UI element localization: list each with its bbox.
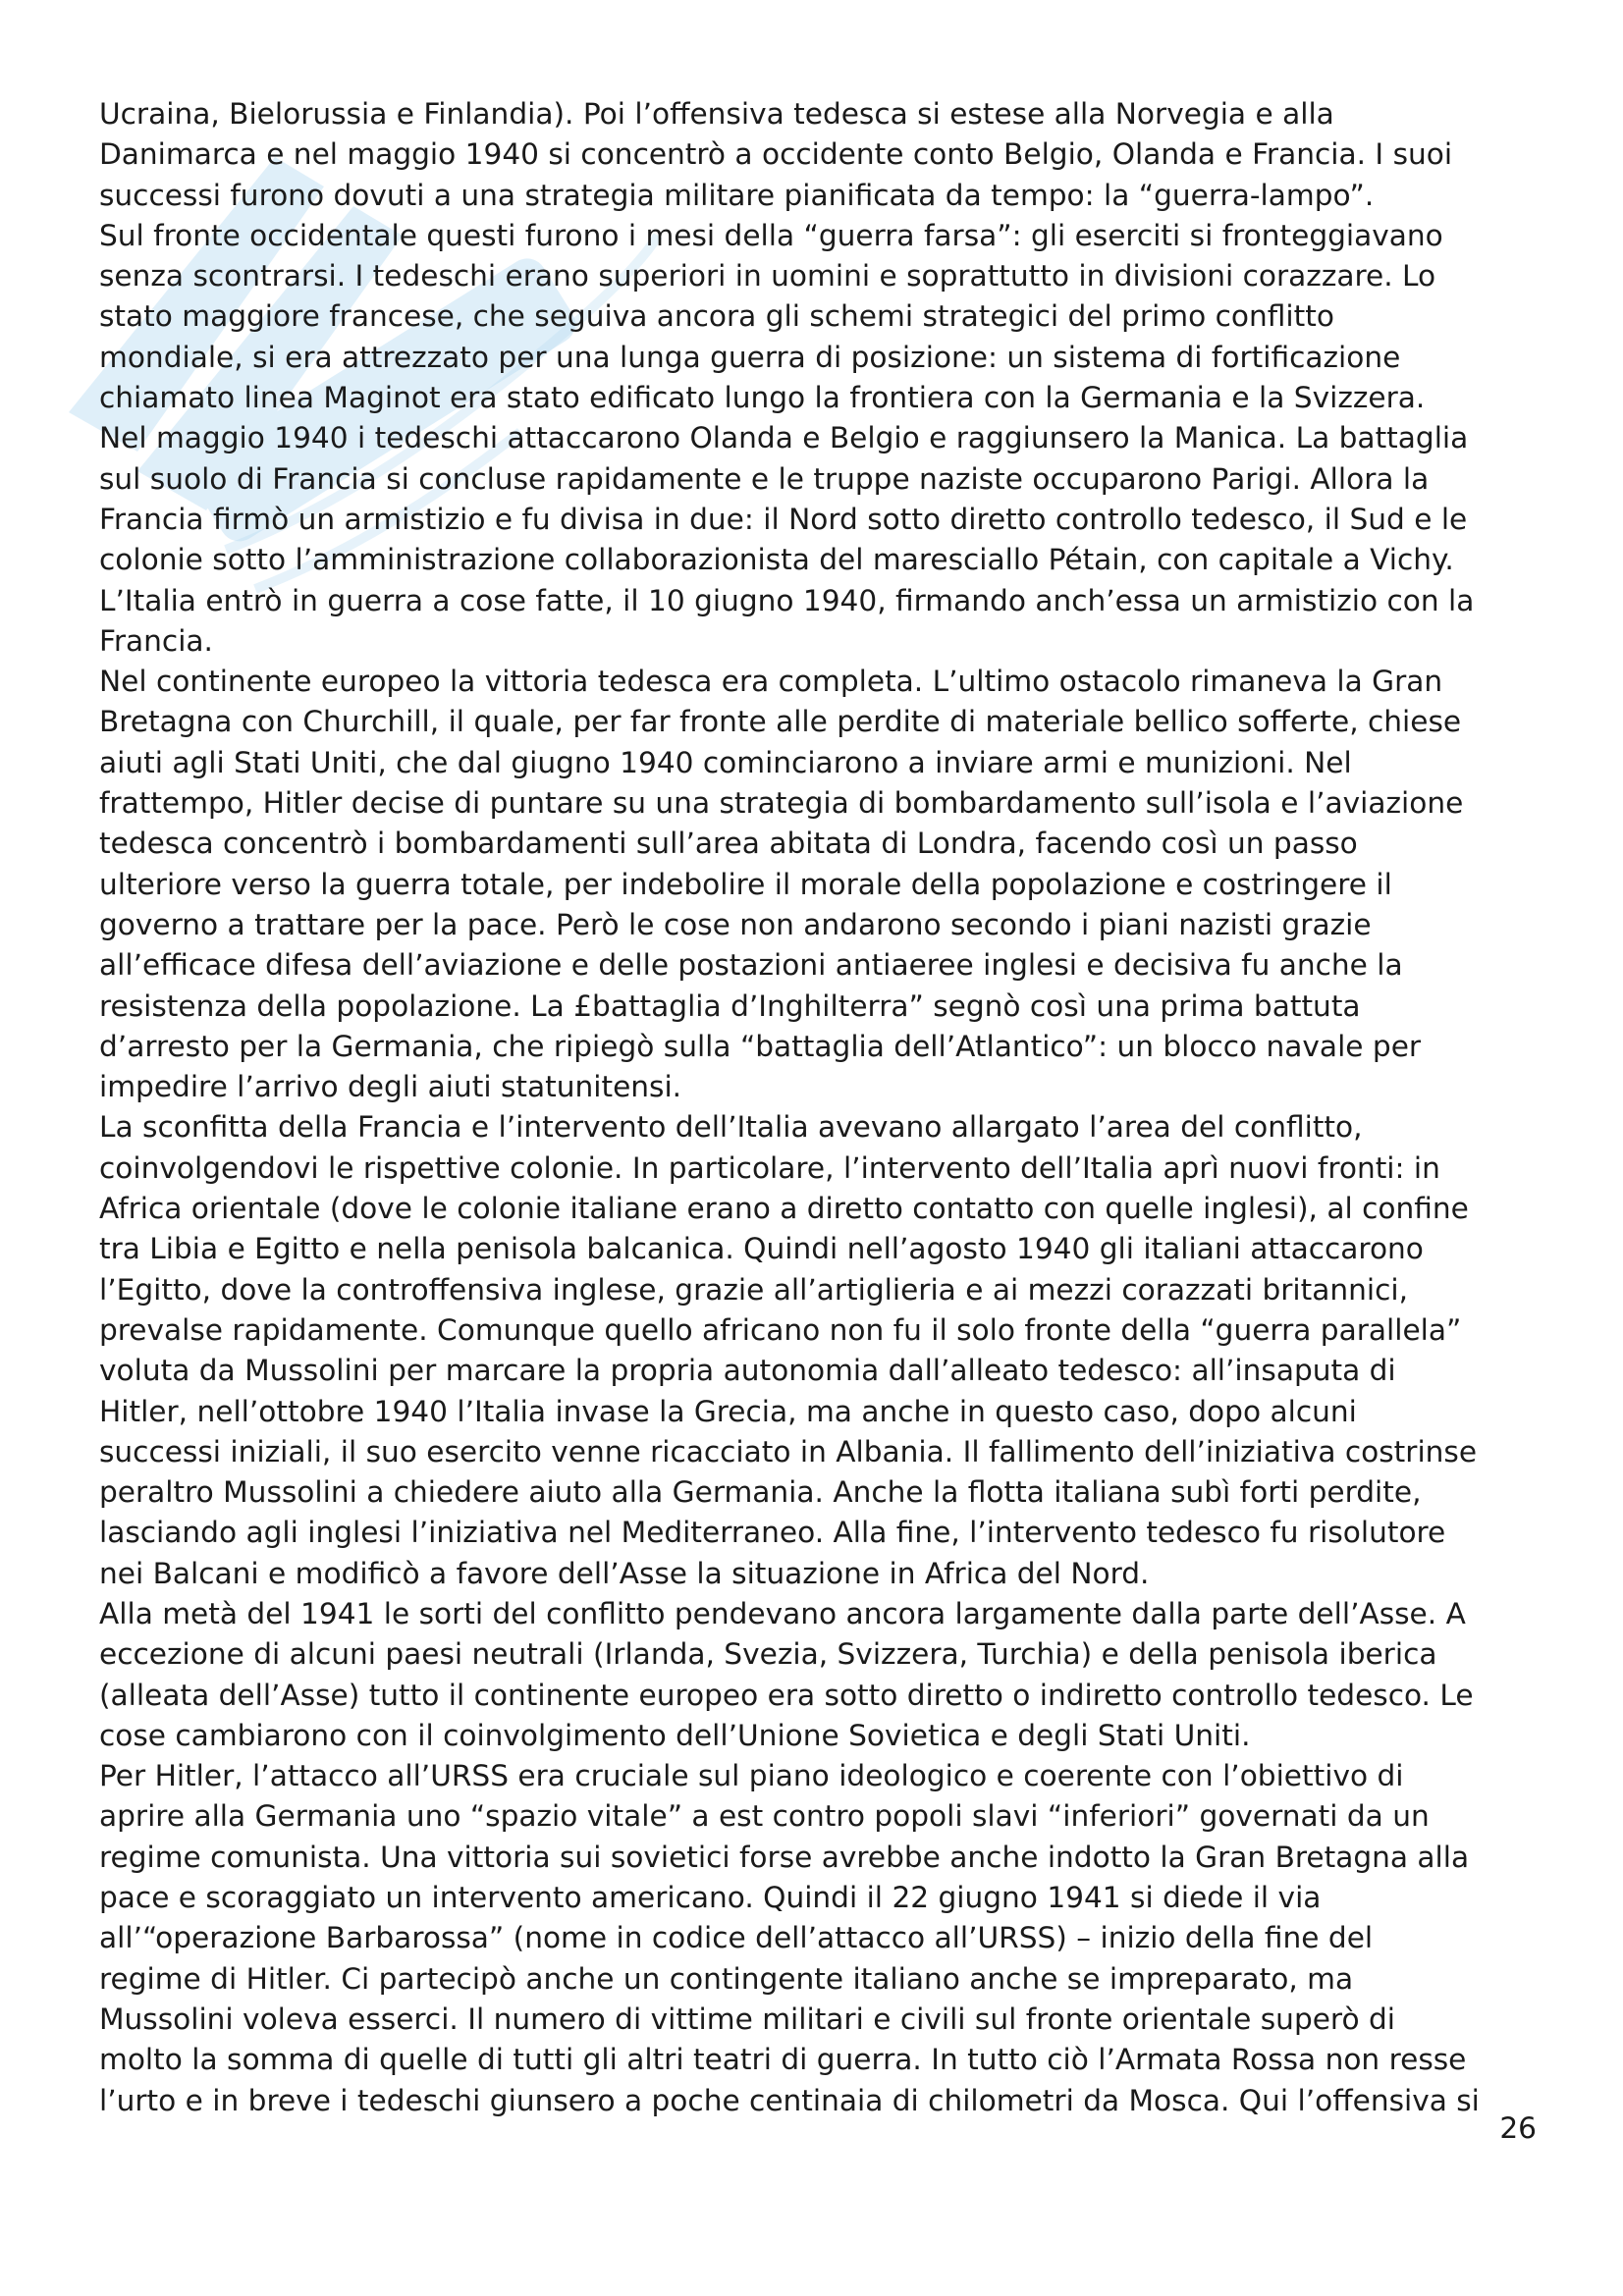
text-line: Mussolini voleva esserci. Il numero di vittime militari e civili sul fronte orientale superò di [99,2002,1395,2036]
text-line: regime comunista. Una vittoria sui sovietici forse avrebbe anche indotto la Gran Bretagna alla [99,1840,1470,1874]
text-line: lasciando agli inglesi l’iniziativa nel Mediterraneo. Alla fine, l’intervento tedesco fu risolutore [99,1516,1446,1550]
text-line: Danimarca e nel maggio 1940 si concentrò a occidente conto Belgio, Olanda e Francia. I suoi [99,137,1453,172]
text-line: coinvolgendovi le rispettive colonie. In particolare, l’intervento dell’Italia aprì nuovi fronti: in [99,1150,1440,1185]
text-line: La sconfitta della Francia e l’intervento dell’Italia avevano allargato l’area del conflitto, [99,1110,1363,1145]
text-line: ulteriore verso la guerra totale, per indebolire il morale della popolazione e costringere il [99,867,1392,901]
text-line: l’urto e in breve i tedeschi giunsero a poche centinaia di chilometri da Mosca. Qui l’offensiva si [99,2083,1480,2117]
text-line: prevalse rapidamente. Comunque quello africano non fu il solo fronte della “guerra parallela” [99,1312,1462,1347]
text-line: eccezione di alcuni paesi neutrali (Irlanda, Svezia, Svizzera, Turchia) e della penisola iberica [99,1637,1437,1672]
text-line: chiamato linea Maginot era stato edificato lungo la frontiera con la Germania e la Svizzera. [99,381,1426,415]
text-line: d’arresto per la Germania, che ripiegò sulla “battaglia dell’Atlantico”: un blocco navale per [99,1029,1422,1063]
text-line: all’“operazione Barbarossa” (nome in codice dell’attacco all’URSS) – inizio della fine del [99,1921,1374,1955]
text-line: stato maggiore francese, che seguiva ancora gli schemi strategici del primo conflitto [99,299,1334,334]
text-line: Africa orientale (dove le colonie italiane erano a diretto contatto con quelle inglesi), al confine [99,1192,1469,1226]
text-line: Nel continente europeo la vittoria tedesca era completa. L’ultimo ostacolo rimaneva la Gran [99,665,1443,699]
text-line: tra Libia e Egitto e nella penisola balcanica. Quindi nell’agosto 1940 gli italiani attaccarono [99,1232,1424,1266]
text-line: pace e scoraggiato un intervento americano. Quindi il 22 giugno 1941 si diede il via [99,1881,1322,1915]
text-line: mondiale, si era attrezzato per una lunga guerra di posizione: un sistema di fortificazione [99,340,1401,374]
text-line: aiuti agli Stati Uniti, che dal giugno 1940 cominciarono a inviare armi e munizioni. Nel [99,745,1352,779]
body-text [99,94,1533,2121]
text-line: Per Hitler, l’attacco all’URSS era cruciale sul piano ideologico e coerente con l’obiettivo di [99,1759,1404,1793]
text-line: molto la somma di quelle di tutti gli altri teatri di guerra. In tutto ciò l’Armata Rossa non resse [99,2043,1467,2077]
text-line: aprire alla Germania uno “spazio vitale” a est contro popoli slavi “inferiori” governati da un [99,1799,1430,1834]
text-line: Bretagna con Churchill, il quale, per far fronte alle perdite di materiale bellico sofferte, chiese [99,705,1462,739]
text-line: Sul fronte occidentale questi furono i mesi della “guerra farsa”: gli eserciti si fronteggiavano [99,218,1443,252]
text-line: (alleata dell’Asse) tutto il continente europeo era sotto diretto o indiretto controllo tedesco. Le [99,1678,1474,1712]
page-number: 26 [1499,2111,1537,2145]
text-line: L’Italia entrò in guerra a cose fatte, il 10 giugno 1940, firmando anch’essa un armistizio con la [99,583,1475,617]
text-line: cose cambiarono con il coinvolgimento dell’Unione Sovietica e degli Stati Uniti. [99,1718,1251,1752]
text-line: Francia. [99,623,213,658]
text-line: all’efficace difesa dell’aviazione e delle postazioni antiaeree inglesi e decisiva fu anche la [99,948,1403,983]
text-line: Alla metà del 1941 le sorti del conflitto pendevano ancora largamente dalla parte dell’Asse. A [99,1596,1466,1630]
text-line: senza scontrarsi. I tedeschi erano superiori in uomini e soprattutto in divisioni corazzare. Lo [99,259,1436,294]
text-line: governo a trattare per la pace. Però le cose non andarono secondo i piani nazisti grazie [99,907,1372,941]
text-line: colonie sotto l’amministrazione collaborazionista del maresciallo Pétain, con capitale a Vichy. [99,543,1454,577]
text-line: resistenza della popolazione. La £battaglia d’Inghilterra” segnò così una prima battuta [99,988,1361,1023]
text-line: frattempo, Hitler decise di puntare su una strategia di bombardamento sull’isola e l’aviazione [99,786,1464,821]
text-line: sul suolo di Francia si concluse rapidamente e le truppe naziste occuparono Parigi. Allora la [99,461,1430,496]
text-line: Ucraina, Bielorussia e Finlandia). Poi l’offensiva tedesca si estese alla Norvegia e alla [99,97,1334,131]
text-line: tedesca concentrò i bombardamenti sull’area abitata di Londra, facendo così un passo [99,827,1358,861]
text-line: regime di Hitler. Ci partecipò anche un contingente italiano anche se impreparato, ma [99,1961,1354,1996]
text-line: peraltro Mussolini a chiedere aiuto alla Germania. Anche la flotta italiana subì forti perdite, [99,1475,1422,1510]
text-line: successi furono dovuti a una strategia militare pianificata da tempo: la “guerra-lampo”. [99,178,1375,212]
text-line: successi iniziali, il suo esercito venne ricacciato in Albania. Il fallimento dell’iniziativa costrinse [99,1434,1478,1468]
text-line: nei Balcani e modificò a favore dell’Asse la situazione in Africa del Nord. [99,1556,1150,1590]
text-line: Hitler, nell’ottobre 1940 l’Italia invase la Grecia, ma anche in questo caso, dopo alcuni [99,1394,1357,1428]
text-line: voluta da Mussolini per marcare la propria autonomia dall’alleato tedesco: all’insaputa di [99,1354,1396,1388]
text-line: impedire l’arrivo degli aiuti statunitensi. [99,1070,682,1104]
text-line: Francia firmò un armistizio e fu divisa in due: il Nord sotto diretto controllo tedesco, il Sud e le [99,502,1468,536]
text-line: l’Egitto, dove la controffensiva inglese, grazie all’artiglieria e ai mezzi corazzati britannici, [99,1272,1408,1307]
text-line: Nel maggio 1940 i tedeschi attaccarono Olanda e Belgio e raggiunsero la Manica. La battaglia [99,421,1469,455]
